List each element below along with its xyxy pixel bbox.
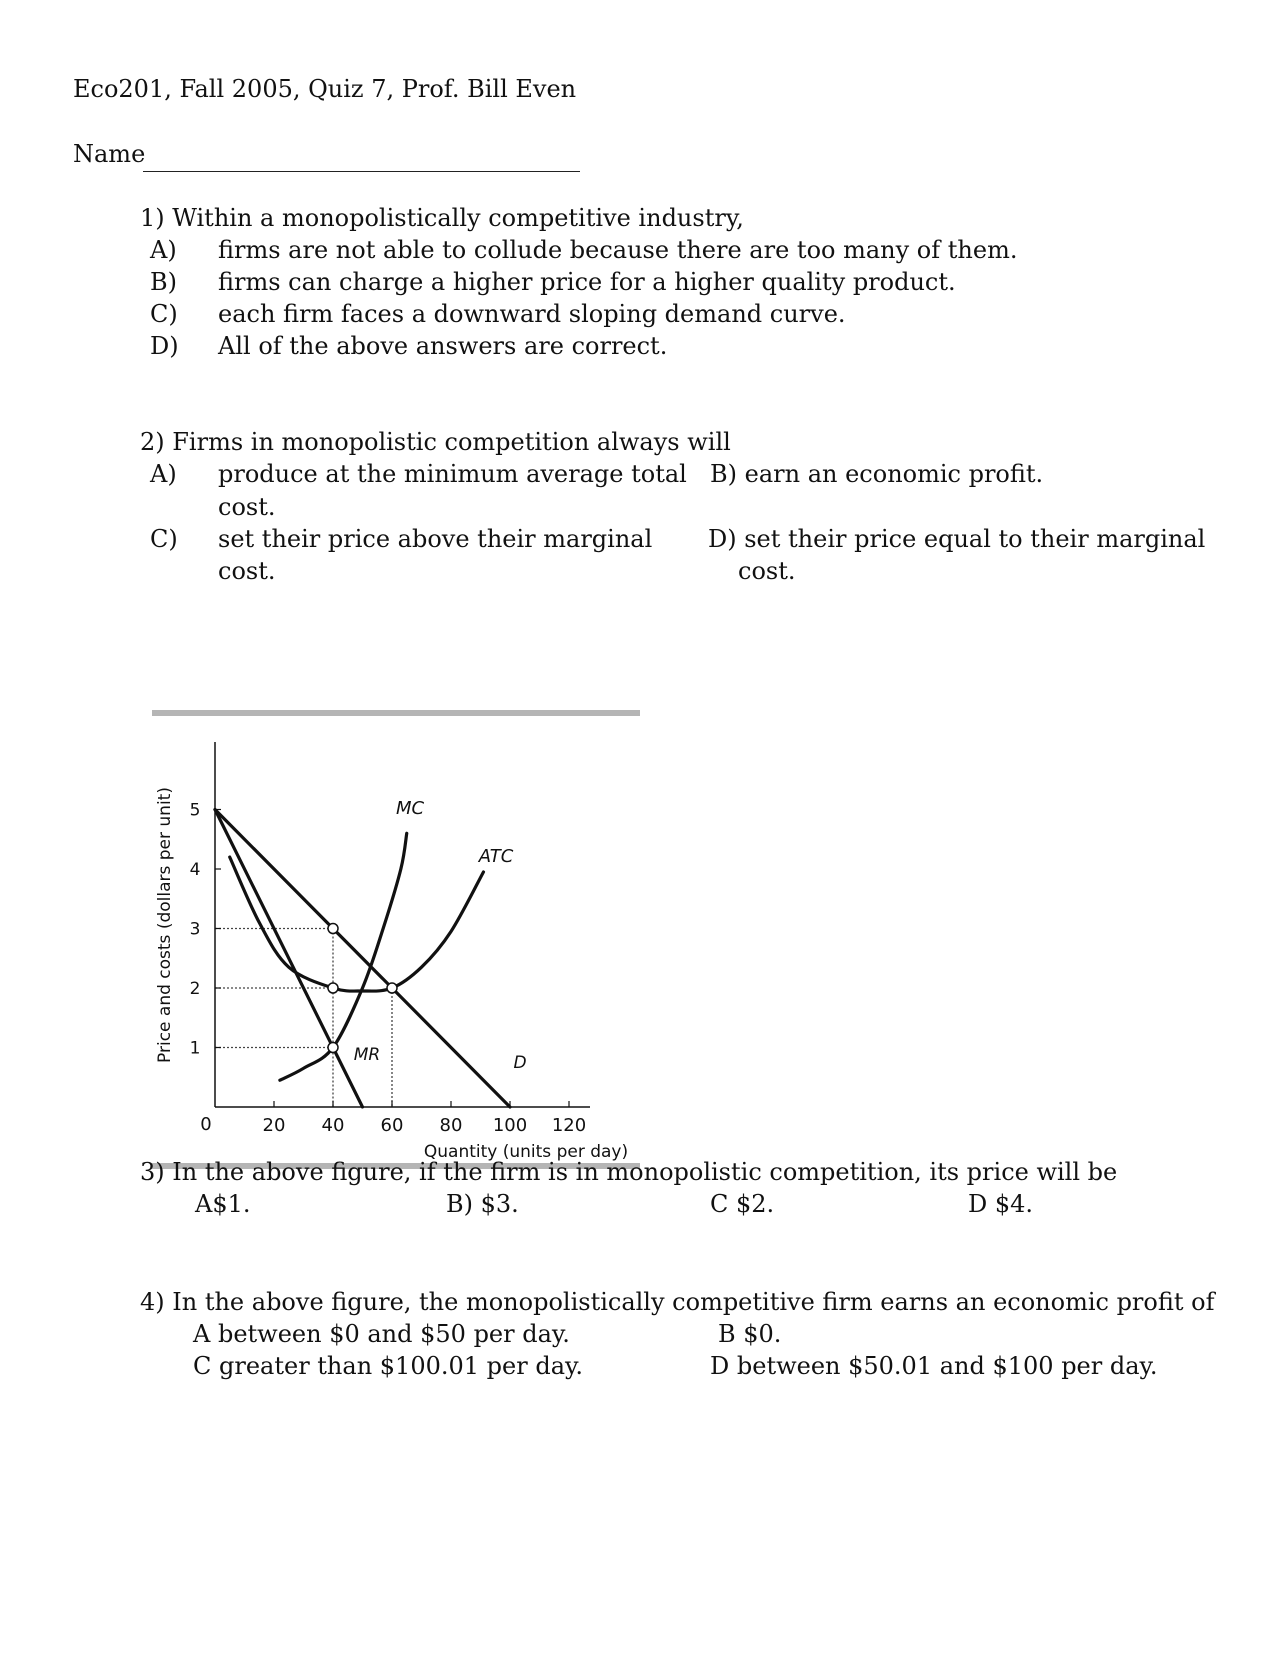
x-tick-label: 120 xyxy=(551,1115,587,1136)
q4-option-a[interactable]: A between $0 and $50 per day. xyxy=(193,1320,570,1348)
mr-curve xyxy=(215,810,363,1108)
q4-stem: 4) In the above figure, the monopolistically competitive firm earns an economic profit of xyxy=(140,1288,1215,1316)
y-tick-label: 3 xyxy=(189,919,201,940)
q3-option-c[interactable]: C $2. xyxy=(710,1190,775,1218)
q3-option-b[interactable]: B) $3. xyxy=(446,1190,519,1218)
y-tick-label: 5 xyxy=(189,800,201,821)
mc-curve xyxy=(280,833,407,1080)
q1-option-b-letter: B) xyxy=(150,268,177,296)
figure-top-rule xyxy=(152,710,640,716)
monopolistic-competition-chart xyxy=(140,700,660,1180)
y-tick-label: 2 xyxy=(189,979,201,999)
x-tick-label: 80 xyxy=(439,1115,463,1136)
q1-option-c[interactable]: each firm faces a downward sloping demand curve. xyxy=(218,300,846,328)
q4-option-b[interactable]: B $0. xyxy=(718,1320,782,1348)
q4-option-d[interactable]: D between $50.01 and $100 per day. xyxy=(710,1352,1158,1380)
q2-option-d-line1[interactable]: D) set their price equal to their marginal xyxy=(708,525,1206,553)
q2-option-c-line2[interactable]: cost. xyxy=(218,557,276,585)
marked-point xyxy=(387,983,397,993)
q1-option-a-letter: A) xyxy=(150,236,177,264)
q1-option-a[interactable]: firms are not able to collude because there are too many of them. xyxy=(218,236,1018,264)
x-tick-label: 20 xyxy=(262,1115,286,1136)
origin-label: 0 xyxy=(200,1114,212,1135)
mr-curve-label: MR xyxy=(353,1045,381,1065)
q3-option-a[interactable]: A$1. xyxy=(195,1190,251,1218)
y-tick-label: 4 xyxy=(189,860,201,880)
q2-option-d-line2[interactable]: cost. xyxy=(738,557,796,585)
q2-stem: 2) Firms in monopolistic competition always will xyxy=(140,428,731,456)
q2-option-c-letter: C) xyxy=(150,525,178,553)
name-label: Name xyxy=(73,140,146,168)
q2-option-a-line1[interactable]: produce at the minimum average total xyxy=(218,460,687,488)
q1-stem: 1) Within a monopolistically competitive industry, xyxy=(140,204,744,232)
y-axis-label: Price and costs (dollars per unit) xyxy=(155,787,175,1063)
q1-option-b[interactable]: firms can charge a higher price for a higher quality product. xyxy=(218,268,956,296)
atc-curve-label: ATC xyxy=(478,846,514,867)
y-tick-label: 1 xyxy=(189,1038,201,1059)
x-tick-label: 60 xyxy=(380,1115,404,1136)
q1-option-c-letter: C) xyxy=(150,300,178,328)
marked-point xyxy=(328,924,338,934)
q3-option-d[interactable]: D $4. xyxy=(968,1190,1034,1218)
quiz-title: Eco201, Fall 2005, Quiz 7, Prof. Bill Even xyxy=(73,75,577,103)
q1-option-d-letter: D) xyxy=(150,332,179,360)
name-field-line[interactable] xyxy=(143,171,580,172)
q1-option-d[interactable]: All of the above answers are correct. xyxy=(218,332,668,360)
marked-point xyxy=(328,983,338,993)
x-axis-label: Quantity (units per day) xyxy=(423,1142,629,1162)
mc-curve-label: MC xyxy=(395,798,425,819)
demand-curve-label: D xyxy=(513,1053,527,1073)
q2-option-a-line2[interactable]: cost. xyxy=(218,493,276,521)
x-tick-label: 40 xyxy=(321,1115,345,1136)
q3-stem: 3) In the above figure, if the firm is in monopolistic competition, its price will be xyxy=(140,1158,1118,1186)
x-tick-label: 100 xyxy=(492,1115,528,1136)
marked-point xyxy=(328,1043,338,1053)
atc-curve xyxy=(230,857,484,991)
q2-option-a-letter: A) xyxy=(150,460,177,488)
q2-option-c-line1[interactable]: set their price above their marginal xyxy=(218,525,653,553)
q4-option-c[interactable]: C greater than $100.01 per day. xyxy=(193,1352,583,1380)
q2-option-b[interactable]: B) earn an economic profit. xyxy=(710,460,1044,488)
